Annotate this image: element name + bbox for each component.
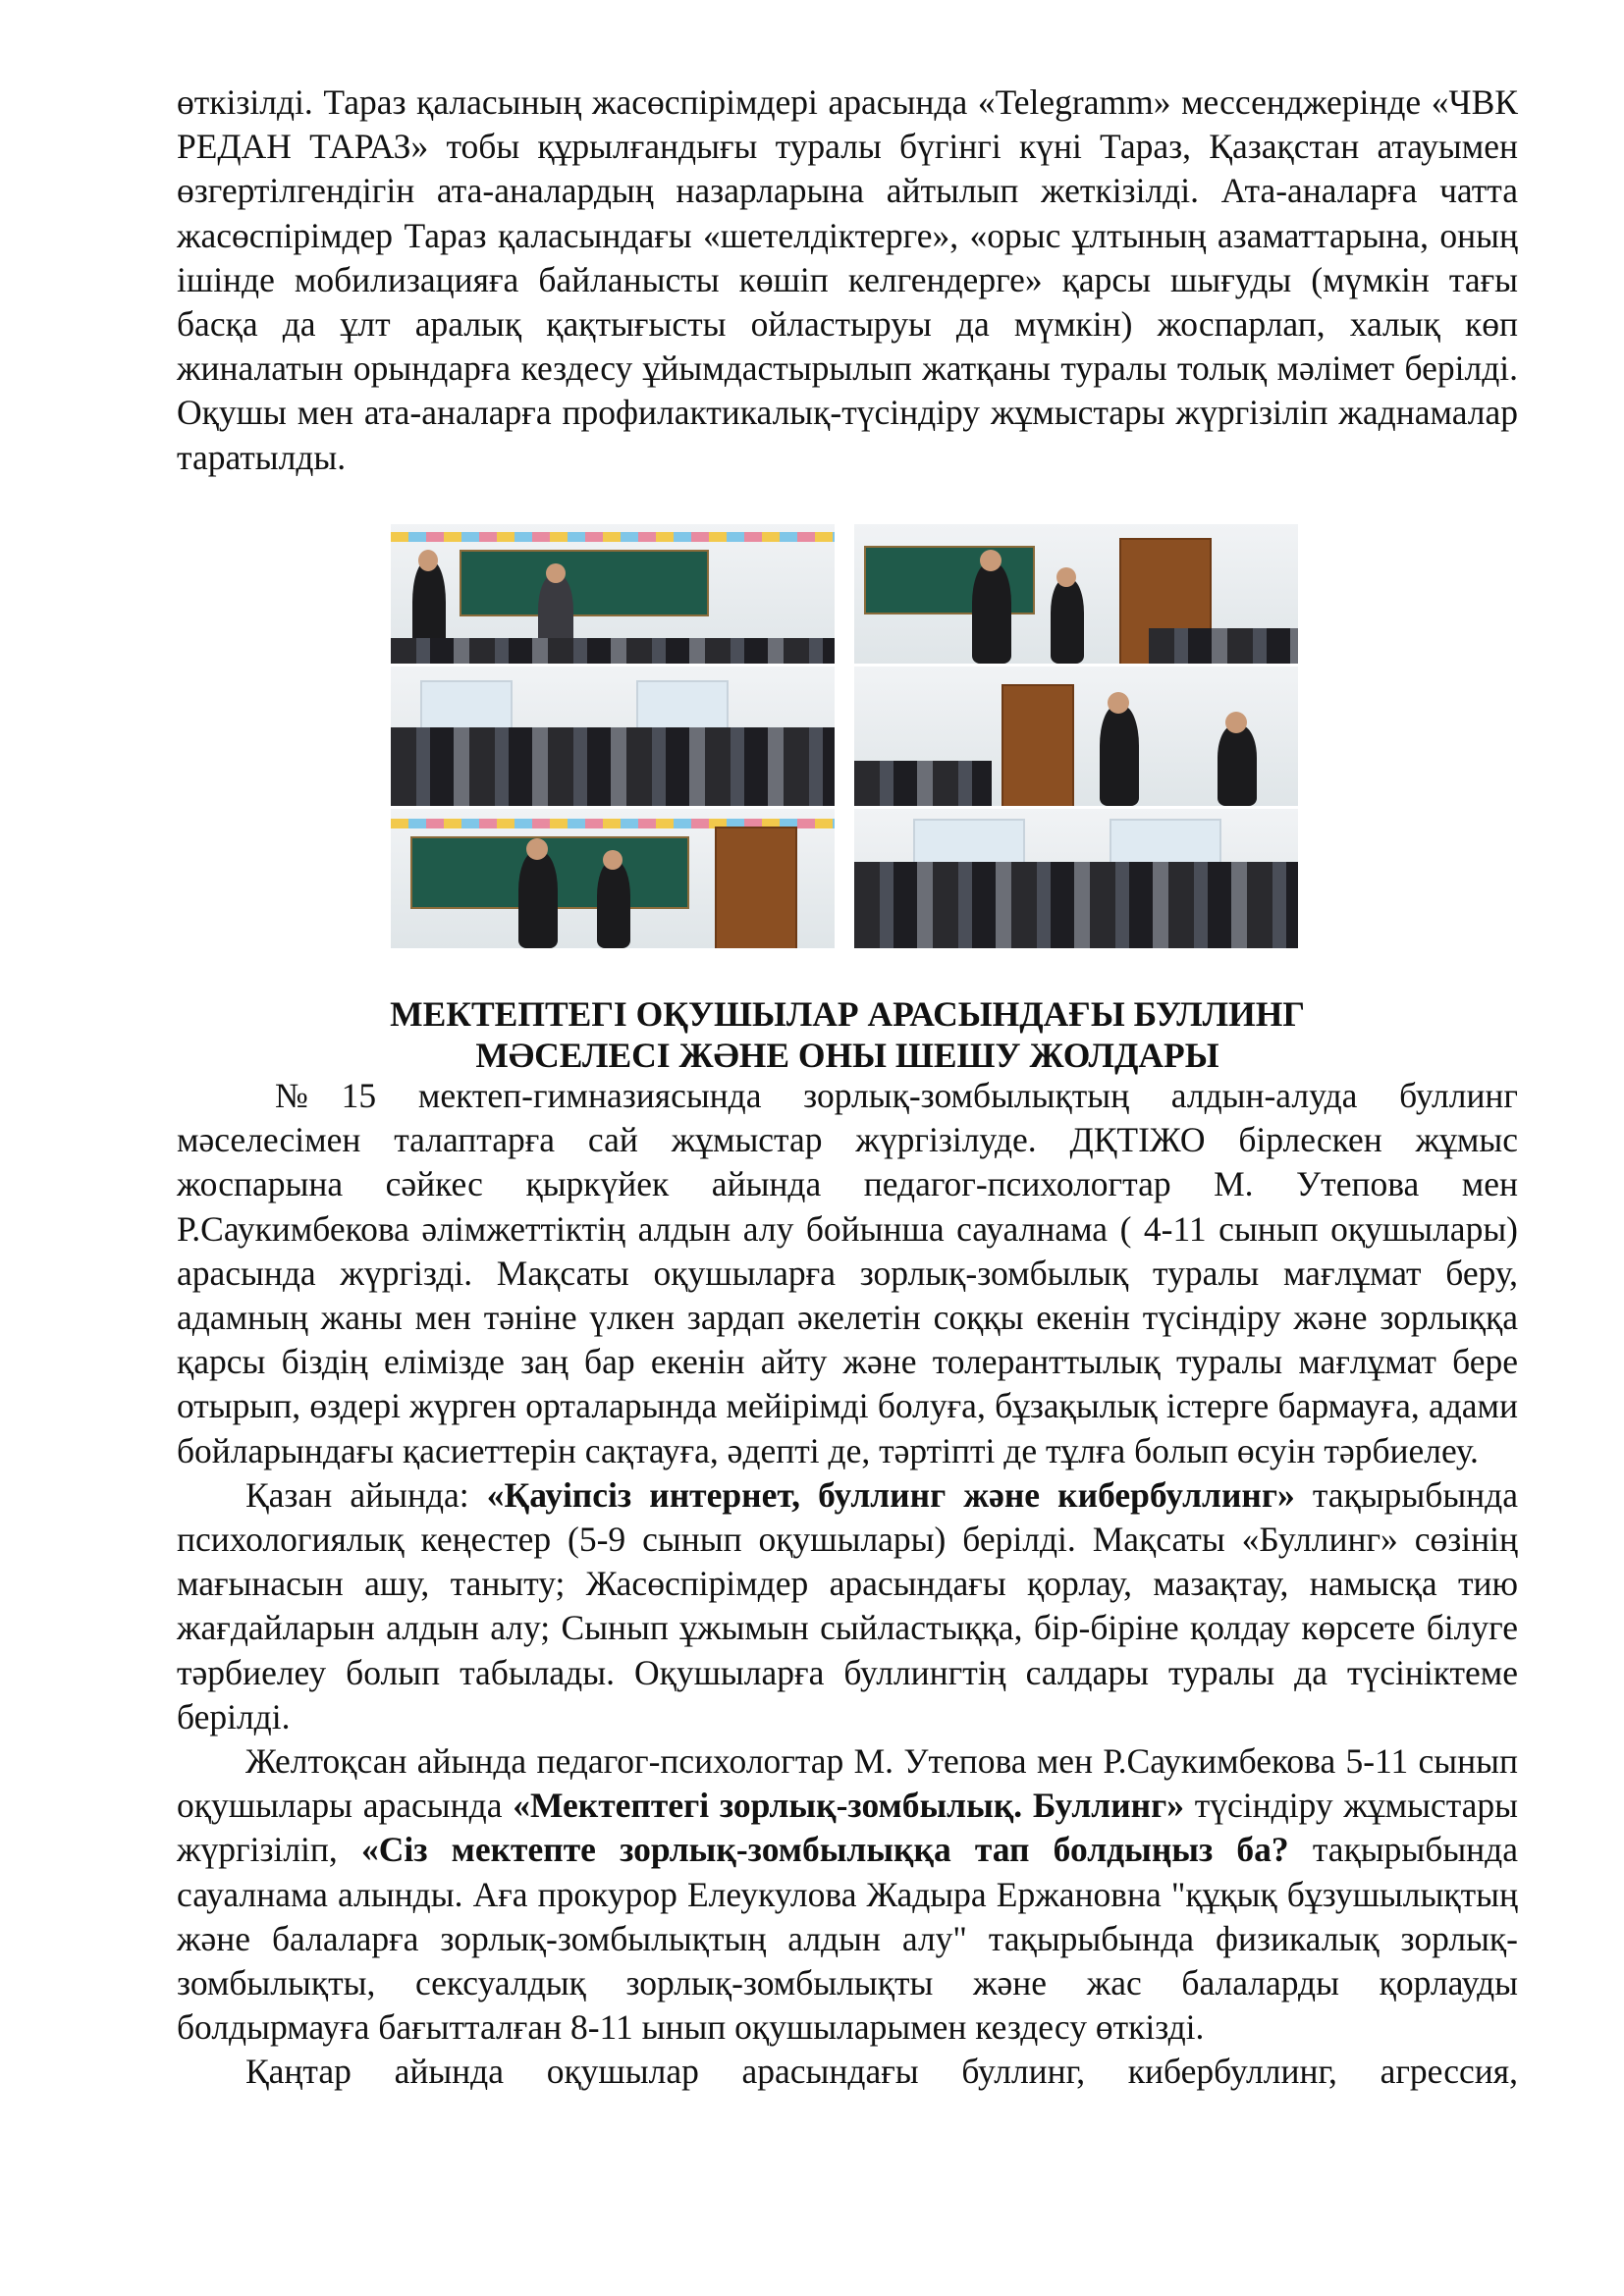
- paragraph-december-topic-1: «Мектептегі зорлық-зомбылық. Буллинг»: [513, 1786, 1184, 1826]
- paragraph-september: №15 мектеп-гимназиясында зорлық-зомбылықтың алдын-алуда буллинг мәселесімен талаптарға сай жұмыстар жүргізілуде. ДҚТІЖО бірлескен жұмыс жоспарына сәйкес қыркүйек айында педагог-психологтар М. Утепова мен Р.Саукимбекова әлімжеттіктің алдын алу бойынша сауалнама ( 4-11 сынып оқушылары) арасында жүргізді. Мақсаты оқушыларға зорлық-зомбылық туралы мағлұмат беру, адамның жаны мен тәніне үлкен зардап әкелетін соққы екенін түсіндіру және зорлыққа қарсы біздің елімізде заң бар екенін айту және толеранттылық туралы мағлұмат бере отырып, өздері жүрген орталарында мейірімді болуға, бұзақылық істерге бармауға, адами бойларындағы қасиеттерін сақтауға, әдепті де, тәртіпті де тұлға болып өсуін тәрбиелеу.: [177, 1076, 1518, 1470]
- paragraph-december-topic-2: «Сіз мектепте зорлық-зомбылыққа тап болдыңыз ба?: [360, 1830, 1289, 1870]
- paragraph-october-topic: «Қауіпсіз интернет, буллинг және кибербуллинг»: [486, 1474, 1295, 1515]
- paragraph-october-body: тақырыбында психологиялық кеңестер (5-9 сынып оқушылары) берілді. Мақсаты «Буллинг» сөзінің мағынасын ашу, таныту; Жасөспірімдер арасындағы қорлау, мазақтау, намысқа тию жағдайларын алдын алу; Сынып ұжымын сыйластыққа, бір-біріне қолдау көрсете білуге тәрбиелеу болып табылады. Оқушыларға буллингтің салдары туралы да түсініктеме берілді.: [177, 1474, 1518, 1736]
- paragraph-october: [177, 1473, 1518, 1739]
- section-heading-line-2: МӘСЕЛЕСІ ЖӘНЕ ОНЫ ШЕШУ ЖОЛДАРЫ: [475, 1036, 1219, 1075]
- classroom-photo-5: [391, 809, 835, 948]
- paragraph-december-mid: түсіндіру жұмыстары жүргізіліп,: [177, 1786, 1519, 1870]
- body-text-block: [177, 1074, 1518, 2095]
- paragraph-december-body: тақырыбында сауалнама алынды. Аға прокурор Елеукулова Жадыра Ержановна "құқық бұзушылықтың және балаларға зорлық-зомбылықтың алдын алу" тақырыбында физикалық зорлық-зомбылықты, сексуалдық зорлық-зомбылықты және жас балаларды қорлауды болдырмауға бағытталған 8-11 ынып оқушыларымен кездесу өткізді.: [177, 1830, 1518, 2048]
- paragraph-january: Қаңтар айында оқушылар арасындағы буллинг, кибербуллинг, агрессия,: [245, 2052, 1518, 2092]
- paragraph-october-lead: Қазан айында:: [245, 1474, 487, 1515]
- classroom-photo-3: [391, 667, 835, 806]
- section-heading-line-1: МЕКТЕПТЕГІ ОҚУШЫЛАР АРАСЫНДАҒЫ БУЛЛИНГ: [390, 994, 1305, 1034]
- section-heading: [177, 993, 1518, 1076]
- classroom-photo-2: [854, 524, 1298, 664]
- paragraph-december-lead: Желтоқсан айында педагог-психологтар М. Утепова мен Р.Саукимбекова 5-11 сынып оқушылары арасында: [177, 1741, 1518, 1826]
- paragraph-december: [177, 1739, 1518, 2050]
- classroom-photo-4: [854, 667, 1298, 806]
- classroom-photo-6: [854, 809, 1298, 948]
- classroom-photo-1: [391, 524, 835, 664]
- intro-paragraph: өткізілді. Тараз қаласының жасөспірімдері арасында «Telegramm» мессенджерінде «ЧВК РЕДАН ТАРАЗ» тобы құрылғандығы туралы бүгінгі күні Тараз, Қазақстан атауымен өзгертілгендігін ата-аналардың назарларына айтылып жеткізілді. Ата-аналарға чатта жасөспірімдер Тараз қаласындағы «шетелдіктерге», «орыс ұлтының азаматтарына, оның ішінде мобилизацияға байланысты көшіп келгендерге» қарсы шығуды (мүмкін тағы басқа да ұлт аралық қақтығысты ойластыруы да мүмкін) жоспарлап, халық көп жиналатын орындарға кездесу ұйымдастырылып жатқаны туралы толық мәлімет берілді. Оқушы мен ата-аналарға профилактикалық-түсіндіру жұмыстары жүргізіліп жаднамалар таратылды.: [177, 82, 1518, 477]
- intro-paragraph-block: [177, 80, 1518, 480]
- photo-collage: [391, 524, 1298, 948]
